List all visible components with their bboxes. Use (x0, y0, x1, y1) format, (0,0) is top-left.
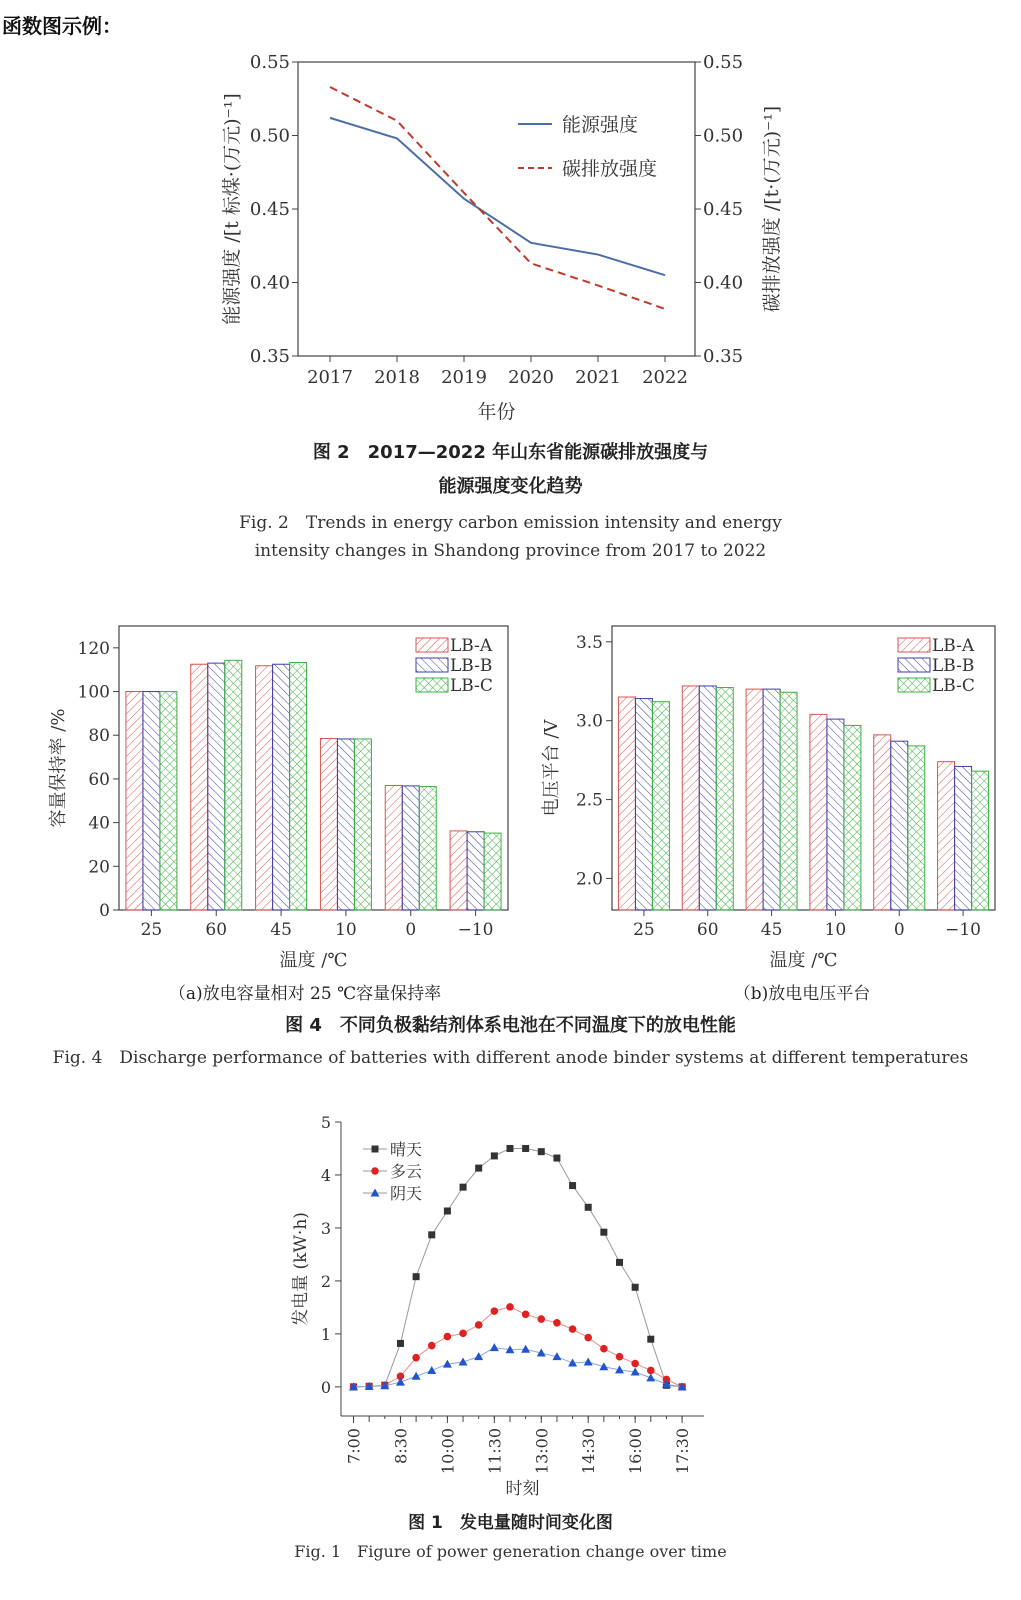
fig2-caption-en-2: intensity changes in Shandong province from 2017 to 2022 (254, 541, 767, 561)
fig1-series-1-point (491, 1307, 499, 1315)
fig1-series-0-point (460, 1184, 467, 1191)
fig1-xtick-label: 8:30 (391, 1428, 411, 1464)
fig4b-xtick-label: 0 (893, 920, 905, 940)
fig1-series-2-point (521, 1345, 530, 1353)
fig2-xtick-label: 2018 (374, 367, 420, 388)
fig1-series-0-point (522, 1145, 529, 1152)
fig1-series-2-point (396, 1378, 405, 1386)
fig4a-xtick-label: 60 (205, 920, 228, 940)
fig4a-ytick-label: 120 (77, 638, 110, 659)
fig4a-x-axis-title: 温度 /℃ (279, 950, 348, 971)
fig1-series-1-point (428, 1342, 436, 1350)
fig4b-xtick-label: 25 (633, 920, 655, 940)
fig4b-legend-label: LB-A (932, 636, 975, 656)
fig1-series-1-point (444, 1333, 452, 1341)
fig1-series-0-point (475, 1165, 482, 1172)
fig4a-xtick-label: 45 (270, 920, 292, 940)
fig4a-subcaption: （a)放电容量相对 25 ℃容量保持率 (168, 984, 442, 1004)
fig1-xtick-label: 7:00 (344, 1428, 364, 1464)
fig1-series-1-point (475, 1321, 483, 1329)
fig4b-xtick-label: 10 (824, 920, 847, 940)
fig4b-legend-label: LB-B (932, 656, 975, 676)
fig1-series-1-point (537, 1315, 545, 1323)
fig1-series-0-point (585, 1204, 592, 1211)
fig4a-ytick-label: 20 (88, 857, 110, 878)
fig1-series-0-point (538, 1148, 545, 1155)
fig4a-ytick-label: 0 (99, 901, 110, 921)
fig2-ytick-right-label: 0.50 (703, 125, 744, 147)
fig1-ytick-label: 5 (320, 1113, 331, 1132)
fig1-xtick-label: 17:30 (673, 1428, 693, 1475)
fig1-legend-marker-0 (372, 1146, 379, 1153)
fig2-caption-en-1: Fig. 2 Trends in energy carbon emission intensity and energy (239, 513, 782, 533)
fig1-series-line-2 (354, 1348, 683, 1387)
fig4b-legend-label: LB-C (932, 676, 975, 696)
fig1-series-0-point (616, 1259, 623, 1266)
fig2-xtick-label: 2021 (575, 367, 621, 388)
fig1-xtick-label: 16:00 (626, 1428, 646, 1475)
fig4a-xtick-label: 25 (140, 920, 163, 940)
fig1-series-0-point (428, 1231, 435, 1238)
fig4a-legend-label: LB-C (450, 676, 493, 696)
fig1-series-2-point (490, 1343, 499, 1351)
fig2-ytick-left-label: 0.50 (249, 125, 290, 147)
fig4a-xtick-label: 0 (405, 920, 417, 940)
fig2-xtick-label: 2017 (307, 367, 353, 388)
fig1-ytick-label: 4 (320, 1165, 331, 1185)
fig2-xtick-label: 2022 (642, 367, 688, 388)
fig1-series-1-point (412, 1354, 420, 1362)
fig1-ytick-label: 0 (320, 1377, 331, 1397)
fig1-series-0-point (647, 1336, 654, 1343)
fig1-series-1-point (584, 1334, 592, 1342)
fig1-series-2-point (646, 1373, 655, 1381)
fig4a-ytick-label: 60 (88, 769, 110, 790)
fig1-caption-cn: 图 1 发电量随时间变化图 (408, 1513, 613, 1533)
fig1-legend-marker-1 (371, 1167, 379, 1175)
fig4a-ytick-label: 100 (77, 682, 110, 703)
fig4-caption-cn: 图 4 不同负极黏结剂体系电池在不同温度下的放电性能 (285, 1015, 736, 1036)
fig1-xtick-label: 10:00 (438, 1428, 458, 1475)
fig1-xtick-label: 11:30 (485, 1428, 505, 1475)
fig1-series-2-point (459, 1357, 468, 1365)
fig1-legend-label-0: 晴天 (390, 1140, 423, 1159)
fig1-y-axis-title: 发电量 (kW·h) (291, 1212, 311, 1326)
fig1-series-1-point (553, 1319, 561, 1327)
fig2-ytick-right-label: 0.55 (703, 52, 744, 73)
fig2-ytick-right-label: 0.35 (703, 346, 744, 367)
fig1-series-1-point (506, 1303, 514, 1311)
fig1-series-1-point (522, 1310, 530, 1318)
fig2-ytick-left-label: 0.45 (249, 199, 290, 220)
fig1-caption-en: Fig. 1 Figure of power generation change over time (294, 1542, 727, 1561)
fig2-xtick-label: 2020 (508, 367, 554, 388)
fig1-series-2-point (427, 1366, 436, 1374)
fig1-series-2-point (584, 1357, 593, 1365)
fig2-legend-label-0: 能源强度 (562, 114, 639, 136)
fig4-caption-en: Fig. 4 Discharge performance of batteries with different anode binder systems at different temperatures (52, 1048, 969, 1068)
fig1-series-1-point (647, 1367, 655, 1375)
fig1-legend-label-2: 阴天 (390, 1184, 423, 1203)
fig4b-xtick-label: −10 (945, 920, 982, 940)
fig4a-legend-label: LB-B (450, 656, 493, 676)
fig1-ytick-label: 2 (320, 1271, 331, 1291)
fig1-series-0-point (491, 1152, 498, 1159)
fig1-series-0-point (600, 1229, 607, 1236)
fig4b-xtick-label: 60 (696, 920, 719, 940)
fig4a-xtick-label: −10 (457, 920, 494, 940)
fig2-caption-cn-2: 能源强度变化趋势 (438, 476, 583, 497)
fig2-ytick-right-label: 0.45 (703, 199, 744, 220)
fig1-ytick-label: 1 (320, 1324, 331, 1344)
fig2-ytick-right-label: 0.40 (703, 272, 744, 294)
fig1-series-1-point (631, 1360, 639, 1368)
fig1-series-2-point (412, 1372, 421, 1380)
fig1-series-0-point (569, 1182, 576, 1189)
fig1-series-1-point (600, 1345, 608, 1353)
fig4b-subcaption: （b)放电电压平台 (733, 984, 871, 1004)
fig1-series-1-point (616, 1353, 624, 1361)
fig1-series-0-point (444, 1207, 451, 1214)
fig1-series-1-point (459, 1330, 467, 1338)
fig2-y-axis-title-left: 能源强度 /[t 标煤·(万元)⁻¹] (221, 93, 243, 325)
fig2-y-axis-title-right: 碳排放强度 /[t·(万元)⁻¹] (761, 105, 783, 313)
fig2-ytick-left-label: 0.55 (249, 52, 290, 73)
fig1-series-0-point (632, 1284, 639, 1291)
fig1-x-axis-title: 时刻 (505, 1479, 540, 1499)
fig2-caption-cn-1: 图 2 2017—2022 年山东省能源碳排放强度与 (312, 442, 709, 463)
fig1-xtick-label: 13:00 (532, 1428, 552, 1475)
fig4b-xtick-label: 45 (760, 920, 783, 940)
page-heading: 函数图示例： (2, 14, 122, 38)
fig1-series-1-point (569, 1325, 577, 1333)
fig1-series-0-point (553, 1155, 560, 1162)
fig1-series-2-point (474, 1352, 483, 1360)
fig2-xtick-label: 2019 (441, 367, 487, 388)
fig4a-xtick-label: 10 (335, 920, 357, 940)
fig2-ytick-left-label: 0.40 (249, 272, 290, 294)
fig4b-x-axis-title: 温度 /℃ (769, 950, 838, 971)
fig2-x-axis-title: 年份 (477, 401, 516, 423)
fig1-series-0-point (506, 1145, 513, 1152)
fig4a-ytick-label: 80 (88, 726, 110, 747)
fig1-ytick-label: 3 (320, 1218, 331, 1238)
fig1-xtick-label: 14:30 (579, 1428, 599, 1475)
fig4a-y-axis-title: 容量保持率 /% (48, 708, 69, 828)
fig4b-ytick-label: 2.0 (575, 869, 603, 890)
fig4b-ytick-label: 2.5 (575, 790, 603, 811)
fig2-legend-label-1: 碳排放强度 (562, 158, 658, 180)
fig4b-ytick-label: 3.5 (575, 632, 603, 653)
fig2-ytick-left-label: 0.35 (249, 346, 290, 367)
fig4a-ytick-label: 40 (88, 813, 110, 834)
fig4b-y-axis-title: 电压平台 /V (541, 719, 562, 817)
fig1-series-0-point (397, 1340, 404, 1347)
fig1-series-0-point (413, 1273, 420, 1280)
fig4b-ytick-label: 3.0 (575, 711, 603, 732)
fig1-legend-label-1: 多云 (390, 1162, 423, 1181)
fig4a-legend-label: LB-A (450, 636, 493, 656)
